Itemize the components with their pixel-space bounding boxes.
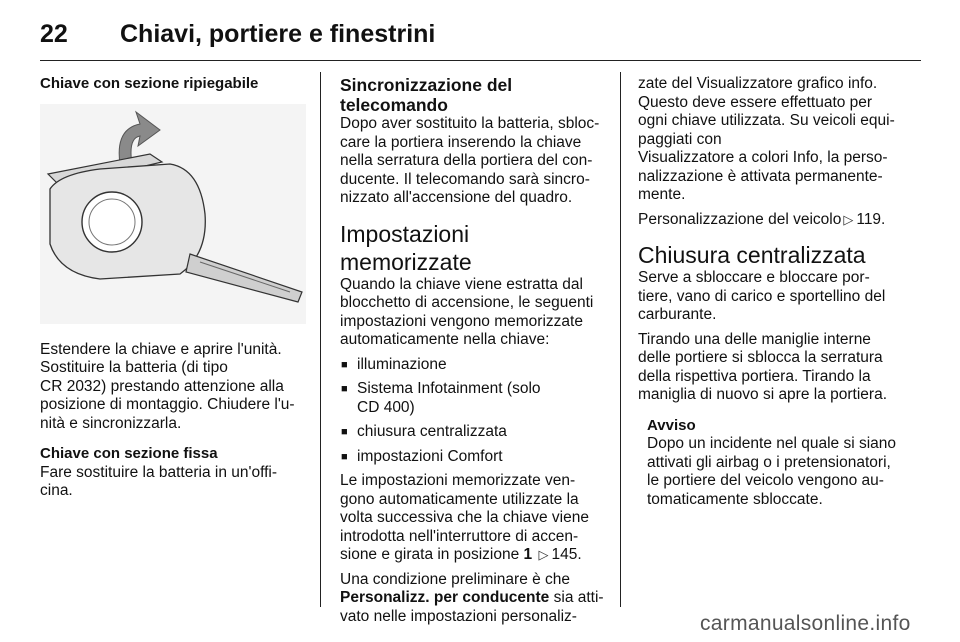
page-header [40, 14, 920, 58]
bullet-text: CD 400) [357, 398, 415, 416]
text-line: Quando la chiave viene estratta dal [340, 275, 583, 293]
page-ref: 119. [856, 210, 886, 228]
text-line: CR 2032) prestando attenzione alla [40, 377, 284, 395]
text-line: nità e sincronizzarla. [40, 414, 182, 432]
text-line: nalizzazione è attivata permanente- [638, 167, 883, 185]
column-divider-1 [320, 72, 321, 607]
heading-folding-key: Chiave con sezione ripiegabile [40, 75, 259, 92]
folding-key-text [40, 341, 306, 434]
text-line: maniglia di nuovo si apre la portiera. [638, 386, 887, 403]
text-line: Dopo aver sostituito la batteria, sbloc- [340, 115, 600, 132]
text-line: le portiere del veicolo vengono au- [647, 472, 884, 489]
text-line: paggiati con [638, 130, 722, 148]
bullet-item: ■ illuminazione [340, 356, 606, 375]
heading-line: Sincronizzazione del [340, 75, 513, 95]
column-2 [340, 75, 606, 626]
text-line: Dopo un incidente nel quale si siano [647, 435, 897, 452]
text-line: Visualizzatore a colori Info, la perso- [638, 149, 888, 166]
text-fragment: Personalizzazione del veicolo [638, 210, 842, 228]
text-line: nizzato all'accensione del quadro. [340, 189, 573, 206]
text-line: cina. [40, 482, 73, 499]
heading-line: telecomando [340, 95, 448, 115]
page-ref-arrow-icon: ▷ [538, 547, 549, 562]
text-line: attivati gli airbag o i pretensionatori, [647, 453, 891, 471]
text-line: Tirando una delle maniglie interne [638, 330, 871, 348]
column-3 [638, 75, 908, 509]
page-ref: 145. [551, 546, 582, 563]
text-line: gono automaticamente utilizzate la [340, 490, 579, 508]
menu-term: Personalizz. per conducente [340, 589, 550, 606]
text-line: blocchetto di accensione, le seguenti [340, 294, 594, 311]
text-line: carburante. [638, 306, 717, 323]
text-line: della rispettiva portiera. Tirando la [638, 367, 871, 385]
text-line: care la portiera inserendo la chiave [340, 133, 582, 151]
heading-fixed-key: Chiave con sezione fissa [40, 445, 218, 462]
text-fragment: sia atti- [553, 589, 604, 606]
ignition-position: 1 [523, 546, 533, 563]
page-ref-arrow-icon: ▷ [843, 211, 854, 227]
text-line: volta successiva che la chiave viene [340, 509, 589, 526]
text-line: mente. [638, 186, 686, 203]
bullet-item [340, 380, 606, 417]
text-line [638, 211, 908, 230]
note-heading: Avviso [647, 416, 696, 434]
text-line: Questo deve essere effettuato per [638, 93, 873, 111]
heading-central-locking: Chiusura centralizzata [638, 242, 866, 268]
text-line: automaticamente nella chiave: [340, 331, 550, 348]
text-fragment: sione e girata in posizione [340, 546, 520, 563]
text-line: Le impostazioni memorizzate ven- [340, 472, 576, 489]
text-line: nella serratura della portiera del con- [340, 152, 593, 169]
heading-remote-sync [340, 75, 606, 115]
page-number: 22 [40, 20, 68, 48]
text-line [340, 546, 606, 565]
column-divider-2 [620, 72, 621, 607]
note-block [647, 417, 908, 510]
text-line: impostazioni vengono memorizzate [340, 312, 583, 330]
text-line: tomaticamente sbloccate. [647, 490, 823, 508]
column-1 [40, 75, 306, 501]
bullet-item: ■ impostazioni Comfort [340, 448, 606, 467]
text-line: ducente. Il telecomando sarà sincro- [340, 170, 590, 188]
bullet-item: ■ chiusura centralizzata [340, 423, 606, 442]
text-line [340, 589, 606, 608]
text-line: delle portiere si sblocca la serratura [638, 349, 883, 366]
key-battery-illustration [40, 104, 306, 324]
text-line: posizione di montaggio. Chiudere l'u- [40, 396, 295, 413]
text-line: tiere, vano di carico e sportellino del [638, 287, 886, 305]
chapter-title: Chiavi, portiere e finestrini [120, 20, 436, 48]
text-line: Serve a sbloccare e bloccare por- [638, 269, 870, 286]
heading-memorized-settings: Impostazioni memorizzate [340, 220, 472, 275]
text-line: Estendere la chiave e aprire l'unità. [40, 340, 282, 358]
text-line: Fare sostituire la batteria in un'offi- [40, 463, 278, 481]
text-line: introdotta nell'interruttore di accen- [340, 527, 579, 545]
header-rule [40, 60, 921, 61]
text-line: vato nelle impostazioni personaliz- [340, 607, 577, 625]
text-line: ogni chiave utilizzata. Su veicoli equi- [638, 112, 895, 129]
text-line: zate del Visualizzatore grafico info. [638, 75, 878, 92]
bullet-text: Sistema Infotainment (solo [357, 380, 541, 397]
text-line: Una condizione preliminare è che [340, 570, 571, 588]
watermark: carmanualsonline.info [700, 612, 911, 635]
text-line: Sostituire la batteria (di tipo [40, 359, 228, 376]
